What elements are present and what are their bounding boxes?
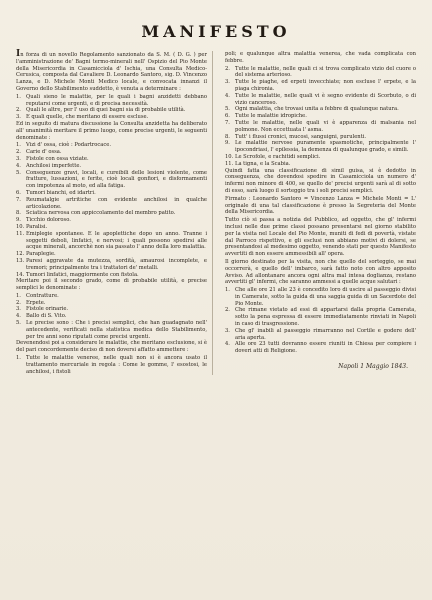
item-text: Che rimane vietato ad essi di appartarsi dalla propria Camerata, sotto la pena espressa di essere immediatamente rinviati in Napoli in caso di trasgressione. [235,307,416,328]
item-number: 2. [225,307,230,314]
page-title: MANIFESTO [141,22,291,41]
item-number: 3. [16,114,21,121]
list-item [225,66,416,80]
item-text: Erpete. [26,299,46,306]
list-item [225,79,416,93]
item-text: Sciatica nervosa con appiccolamento del membro patito. [26,210,176,217]
list-item [225,341,416,355]
item-text: Tutte le malattie idropiche. [235,113,307,120]
item-number: 4. [225,341,230,348]
item-number: 14. [16,271,25,278]
rules-list [225,287,416,355]
item-text: Tutte le piaghe, ed erpeti invecchiate; non escluse l' erpete, e la piaga chironia. [235,79,416,92]
item-number: 4. [16,162,21,169]
item-text: Tumori linfatici, maggiormente con fistola. [26,271,139,278]
points-list [16,94,207,121]
item-text: Fistole orinarie. [26,306,69,313]
list-item [16,231,207,251]
item-number: 5. [225,106,230,113]
list-item [16,293,207,300]
item-number: 10. [225,153,234,160]
list-item [225,113,416,120]
item-text: Alle ore 23 tutti dovranno essere riuniti in Chiesa per compiere i doveri atti di Religione. [235,341,416,355]
continuation-text: poli; e qualunque altra malattia venerea, che vada complicata con febbre. [225,51,416,64]
list-item [225,307,416,327]
item-number: 2. [16,107,21,114]
item-text: Che gl' inabili al passeggio rimarranno nel Cortile e godere dell' aria aperta. [235,327,416,341]
item-number: 2. [16,149,21,156]
classification-paragraph: Quindi fatta una classificazione di simil guisa, si è dedotto in conseguenza, che dovendosi spedire in Casamicciola un numero d' infermi non minore di 400, se quello de' precisi urgenti sarà al di sotto di esso, sarà luogo il sorteggio tra i soli precisi semplici. [225,167,416,194]
deliberation-paragraph: Ed in seguito di matura discussione la Consulta anzidetta ha deliberato all' unanimità meritare il primo luogo, come precise urgenti, le seguenti denominate : [16,120,207,141]
item-number: 7. [225,119,230,126]
list-item [16,258,207,272]
item-text: Paraplegie. [26,251,56,258]
exclusion-list-start [16,355,207,375]
item-text: Emiplegie spontanee. E le apoplettiche dopo un anno. Tranne i soggetti deboli, linfatici, e nervosi; i quali possono spedirsi alle acque minerali, ancorchè non sia passato l' anno della loro malattia. [26,230,207,251]
item-number: 9. [16,217,21,224]
item-text: Quali sieno le malattie, per le quali i bagni anzidetti debbano reputarsi come urgenti, e di precisa necessità. [26,93,207,107]
item-text: Paralisi. [26,223,48,230]
item-text: Le Scrofole, e rachitidi semplici. [235,153,321,160]
list-item [16,306,207,313]
list-item [16,170,207,190]
item-number: 2. [225,65,230,72]
item-number: 6. [16,189,21,196]
item-text: E quali quelle, che meritano di essere escluse. [26,114,149,121]
item-number: 5. [16,169,21,176]
exclusion-paragraph: Devenendosi poi a considerare le malattie, che meritano esclusione, si è del pari concordemente deciso di non doversi affatto ammettere : [16,340,207,354]
item-number: 9. [225,140,230,147]
list-item [225,140,416,154]
exclusion-list-continued [225,66,416,168]
item-text: Conseguenze gravi, locali, e cureibili delle lesioni violente, come fratture, lussazioni, e ferite, cioè locali gonfiori, e disformamenti con impotenza al moto, ed alla fatiga. [26,169,207,190]
list-item [16,149,207,156]
list-item [225,161,416,168]
item-text: Carie d' ossa. [26,149,62,156]
list-item [16,156,207,163]
item-text: Fistole con ossa viziate. [26,155,89,162]
item-number: 4. [16,313,21,320]
item-number: 4. [225,92,230,99]
right-column [223,51,416,375]
list-item [16,217,207,224]
item-text: Tutte le malattie veneree, nelle quali non si è ancora usato il trattamento mercuriale in regola : Come le gomme, l' esostosi, le anchilosi, i fistoli [26,355,207,375]
item-number: 11. [225,160,234,167]
item-text: Paresi aggravate da mutezza, sordità, amaurosi incomplete, e tremori; principalmente tra i trattatori de' metalli. [26,257,207,271]
signed-paragraph: Firmato : Leonardo Santoro = Vincenzo Lanza = Michele Monti = L' originale di una tal classificazione è presso la Segreteria del Monte della Misericordia. [225,195,416,216]
item-number: 12. [16,251,25,258]
intro-paragraph: In forza di un novello Regolamento sanzionato da S. M. ( D. G. ) per l'amministrazione de' Bagni termo-minerali nell' Ospizio del Pio Monte della Misericordia in Casamicciola d' Ischia, una Consulta Medico-Cerusica, composta dal Cavaliere D. Leonardo Santoro, sig. D. Vincenzo Lanza, e D. Michele Monti Medico locale, e convocata innanzi il Governo dello Stabilimento suddetto, è venuta a determinare : [16,49,207,92]
item-number: 1. [225,287,230,294]
list-item [16,107,207,114]
item-text: Le malattie nervose puramente spasmotiche, principalmente l' ipocondriasi, l' epilessia, la demenza di qualunque grado, e simili. [235,140,416,154]
list-item [16,313,207,320]
item-text: Quali le altre, per l' uso di quei bagni sia di probabile utilità. [26,107,186,114]
item-number: 1. [16,142,21,149]
item-text: Tutt' i flussi cronici, mucosi, sanguigni, purulenti. [235,133,367,140]
visit-paragraph: Il giorno destinato per la visita, non che quello del sorteggio, se mai occorrerà, e quello dell' imbarco, sarà fatto noto con altro apposito Avviso. Ad allontanare ancora ogni altra mal intesa doglianza, restano avvertiti gl' infermi, che saranno ammessi a quelle acque salutari : [225,258,416,286]
item-text: Contratture. [26,292,59,299]
list-item [16,355,207,375]
list-item [225,134,416,141]
urgent-diseases-list [16,142,207,278]
list-item [16,94,207,108]
item-number: 3. [16,306,21,313]
item-text: Tutte le malattie, nelle quali vi è segno evidente di Scorbuto, o di vizio canceroso. [235,92,416,106]
item-text: Tumori bianchi, ed idartri. [26,189,96,196]
item-number: 1. [16,355,21,362]
item-text: Ballo di S. Vito. [26,313,67,320]
public-notice-paragraph: Tutto ciò si passa a notizia del Pubblico, ad oggetto, che gl' infermi inclusi nelle due prime classi possano presentarsi nel giorno stabilito per la visita nel Locale del Pio Monte, muniti di fedi di povertà, vistate dal Parroco rispettivo, e gli esclusi non abbiano motivi di dolersi, se presentandosi al medesimo oggetto, venendo stati per questo Manifesto avvertiti di non essere ammessibili all' opera. [225,217,416,258]
list-item [16,142,207,149]
list-item [225,287,416,307]
list-item [225,93,416,107]
item-text: La tigna, e la Scabia. [235,160,291,167]
list-item [16,224,207,231]
item-number: 8. [16,210,21,217]
item-number: 3. [16,155,21,162]
item-text: Le precise sono : Che i precisi semplici, che han guadagnato nell' antecedente, verificati nella statistica medica dello Stabilimento, per tre anni sono riputati come precisi urgenti. [26,320,207,340]
list-item [225,120,416,134]
item-number: 1. [16,292,21,299]
item-text: Ticchio doloroso. [26,217,71,224]
item-number: 3. [225,79,230,86]
left-column [16,51,213,375]
item-text: Che alle ore 21 alle 23 è concedito loro di uscire al passeggio divisi in Camerate, sotto la guida di una saggia guida di un Sacerdote del Pio Monte. [235,287,416,307]
list-item [16,300,207,307]
list-item [16,190,207,197]
item-number: 1. [16,93,21,100]
item-text: Tutte le malattie, nelle quali vi è apparenza di malsania nel polmone. Non eccettuata l' asma. [235,119,416,133]
item-text: Vizi d' ossa, cioè : Podartrocace. [26,142,111,149]
item-number: 2. [16,299,21,306]
item-number: 6. [225,113,230,120]
list-item [16,251,207,258]
item-text: Anchilosi imperfette. [26,162,82,169]
list-item [225,106,416,113]
item-number: 11. [16,230,25,237]
list-item [16,210,207,217]
item-number: 10. [16,223,25,230]
item-number: 5. [16,320,21,327]
probable-utility-list [16,293,207,341]
list-item [225,328,416,342]
list-item [16,320,207,340]
item-number: 7. [16,196,21,203]
list-item [225,154,416,161]
columns [16,51,416,375]
second-grade-paragraph: Meritare poi il secondo grado, come di probabile utilità, e precise semplici le denominate : [16,278,207,292]
item-text: Reumatalgie artritiche con evidente anchilosi in qualche articolazione. [26,196,207,210]
item-number: 3. [225,327,230,334]
item-text: Ogni malattia, che trovasi unita a febbre di qualunque natura. [235,106,399,113]
list-item [16,114,207,121]
item-text: Tutte le malattie, nelle quali ci si trova complicato vizio del cuore o del sistema arterioso. [235,65,416,79]
list-item [16,197,207,211]
date-signature: Napoli 1 Maggio 1843. [338,363,408,371]
item-number: 8. [225,133,230,140]
item-number: 13. [16,257,25,264]
list-item [16,163,207,170]
